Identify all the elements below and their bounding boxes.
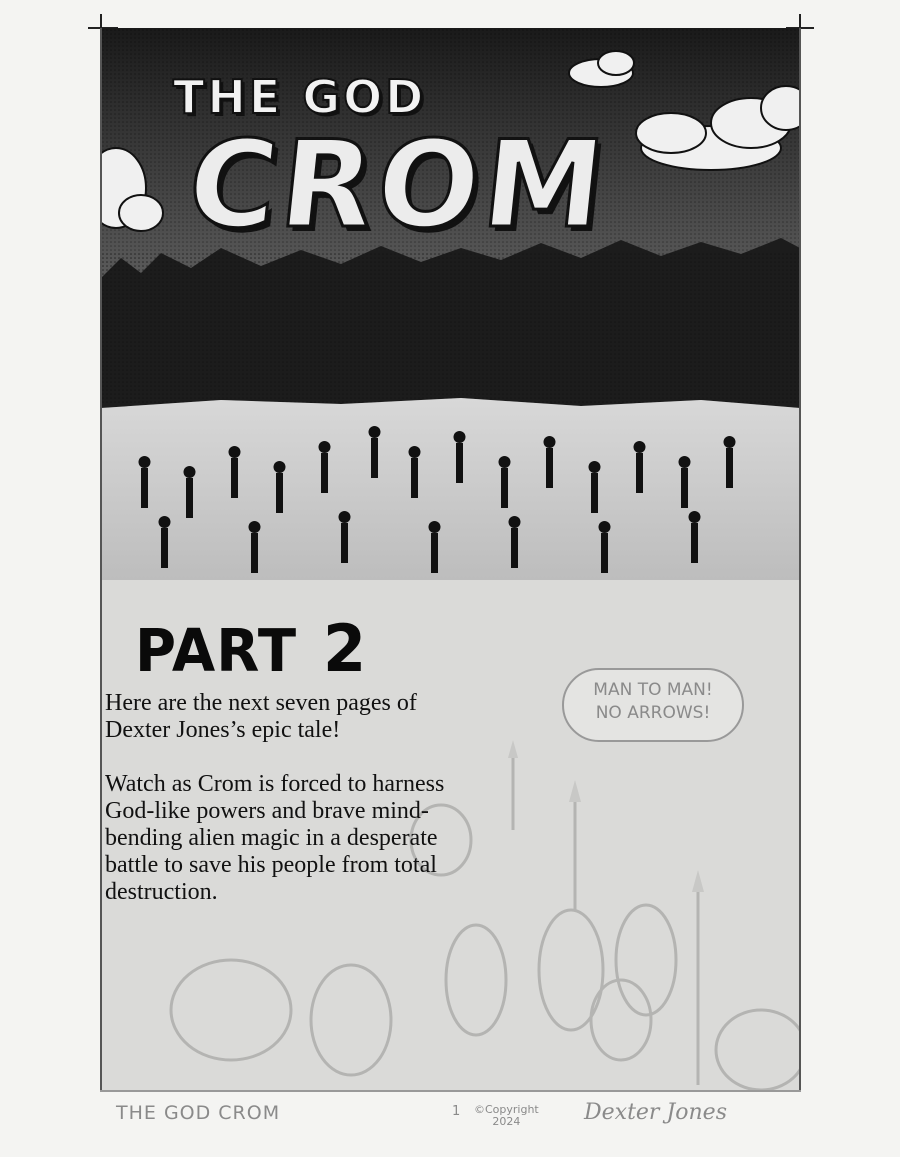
speech-line-1: MAN TO MAN! bbox=[593, 680, 713, 700]
part-label: PART bbox=[135, 617, 298, 686]
cover-title-line1: THE GOD bbox=[173, 70, 427, 124]
copyright-line-1: ©Copyright bbox=[474, 1103, 539, 1116]
frame-left bbox=[100, 28, 102, 1092]
footer-title: THE GOD CROM bbox=[116, 1102, 281, 1124]
frame-right bbox=[799, 28, 801, 1092]
part-heading bbox=[135, 610, 367, 687]
speech-line-2: NO ARROWS! bbox=[595, 703, 711, 723]
part-number: 2 bbox=[323, 610, 368, 687]
copyright-line-2: 2024 bbox=[492, 1115, 521, 1128]
intro-paragraph-1: Here are the next seven pages of Dexter Jones’s epic tale! bbox=[105, 690, 417, 743]
speech-bubble-text bbox=[564, 679, 742, 725]
speech-bubble bbox=[562, 668, 744, 742]
frame-bottom bbox=[100, 1090, 801, 1092]
intro-text bbox=[105, 690, 465, 933]
footer-page-number: 1 bbox=[452, 1104, 461, 1119]
cover-title-line2: CROM bbox=[181, 116, 615, 255]
footer-author-signature: Dexter Jones bbox=[584, 1100, 727, 1125]
footer-copyright bbox=[474, 1104, 539, 1128]
cover-illustration bbox=[101, 28, 800, 580]
intro-paragraph-2: Watch as Crom is forced to harness God-like powers and brave mind-bending alien magic in a desperate battle to save his people from total destruction. bbox=[105, 771, 445, 905]
